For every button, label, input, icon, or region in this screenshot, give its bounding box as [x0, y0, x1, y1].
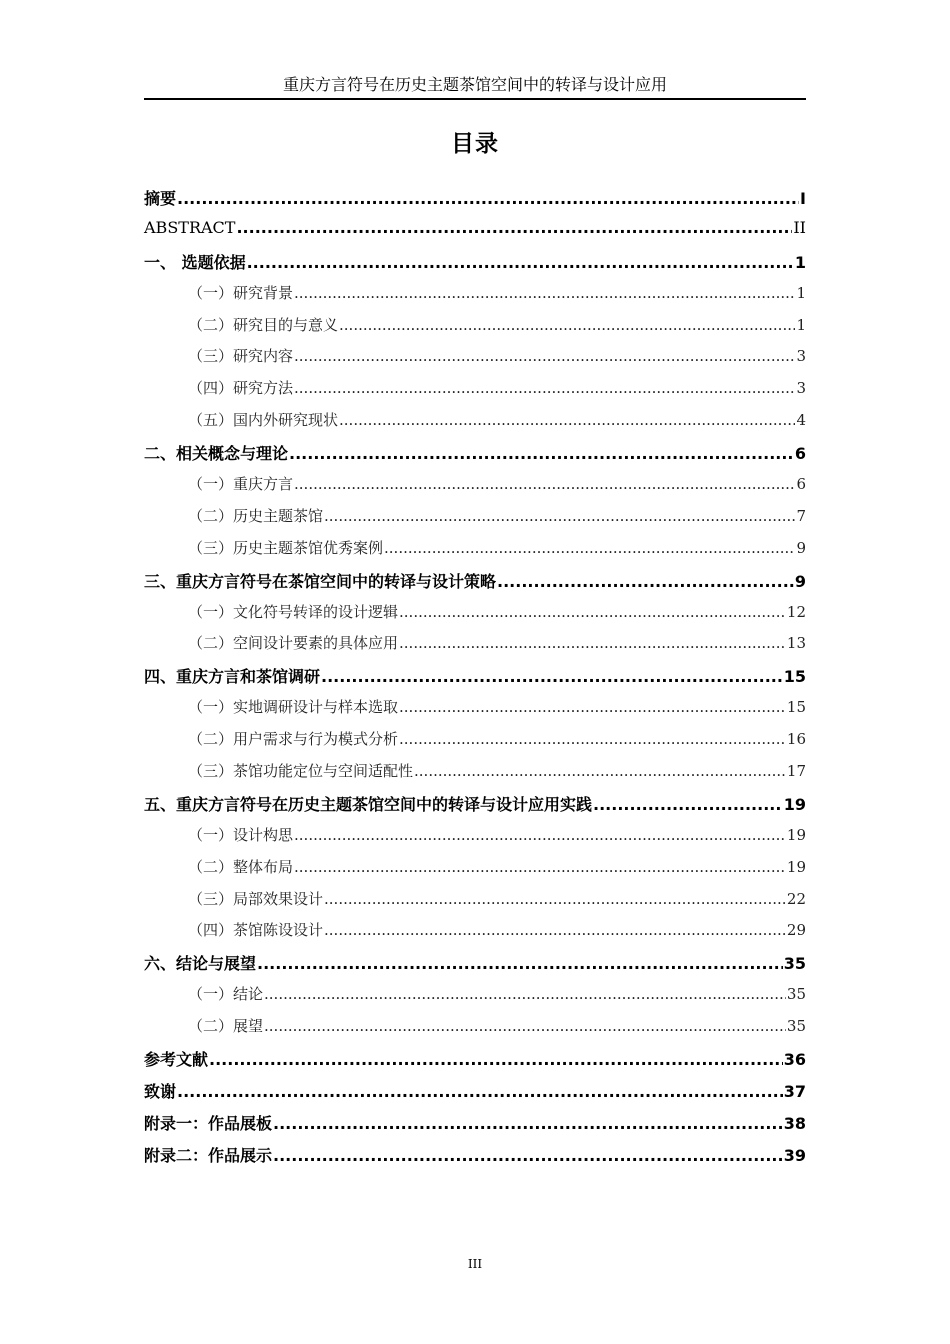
toc-dot-leader: [414, 762, 786, 780]
toc-dot-leader: [177, 189, 799, 208]
toc-entry-page: 29: [786, 921, 806, 940]
toc-entry-page: 9: [796, 538, 806, 557]
toc-entry-page: 19: [786, 825, 806, 844]
toc-entry[interactable]: [144, 951, 806, 983]
toc-dot-leader: [209, 1050, 783, 1069]
toc-dot-leader: [247, 253, 794, 272]
table-of-contents: [144, 186, 806, 1175]
toc-entry-page: 35: [786, 985, 806, 1004]
toc-entry[interactable]: [144, 1015, 806, 1047]
toc-entry-label: 二、相关概念与理论: [144, 444, 289, 464]
toc-entry-label: （二）历史主题茶馆: [188, 506, 324, 525]
toc-dot-leader: [273, 1114, 783, 1133]
toc-title: 目录: [451, 131, 499, 157]
toc-entry-label: 附录二：作品展示: [144, 1145, 273, 1165]
toc-entry-page: 17: [786, 762, 806, 781]
toc-entry[interactable]: [144, 919, 806, 951]
toc-entry[interactable]: [144, 664, 806, 696]
toc-dot-leader: [399, 698, 786, 716]
toc-entry-page: 7: [796, 506, 806, 525]
running-header: 重庆方言符号在历史主题茶馆空间中的转译与设计应用: [282, 75, 667, 94]
toc-dot-leader: [294, 475, 795, 493]
toc-entry-label: 六、结论与展望: [144, 954, 257, 974]
toc-entry-label: （三）研究内容: [188, 347, 294, 366]
page-number: III: [467, 1257, 483, 1271]
toc-entry[interactable]: [144, 282, 806, 314]
toc-entry-label: （一）设计构思: [188, 825, 294, 844]
toc-dot-leader: [339, 411, 795, 429]
toc-dot-leader: [289, 444, 794, 463]
toc-entry-label: （三）历史主题茶馆优秀案例: [188, 538, 384, 557]
toc-dot-leader: [294, 347, 795, 365]
toc-entry[interactable]: [144, 888, 806, 920]
toc-dot-leader: [321, 667, 783, 686]
toc-entry-page: 16: [786, 730, 806, 749]
toc-entry-label: 附录一：作品展板: [144, 1113, 273, 1133]
toc-entry-label: ABSTRACT: [144, 217, 236, 237]
toc-entry-page: 3: [796, 379, 806, 398]
toc-dot-leader: [339, 316, 795, 334]
toc-entry[interactable]: [144, 505, 806, 537]
toc-dot-leader: [236, 218, 792, 237]
toc-entry-page: 38: [783, 1113, 806, 1133]
toc-entry-page: 39: [783, 1145, 806, 1165]
toc-entry-label: （四）茶馆陈设设计: [188, 921, 324, 940]
toc-entry-label: （二）空间设计要素的具体应用: [188, 634, 399, 653]
toc-dot-leader: [399, 634, 786, 652]
toc-entry-page: 1: [794, 252, 806, 272]
toc-entry-page: 35: [783, 954, 806, 974]
toc-entry[interactable]: [144, 314, 806, 346]
toc-entry-page: 4: [796, 411, 806, 430]
toc-entry-label: （二）研究目的与意义: [188, 315, 339, 334]
toc-dot-leader: [384, 539, 795, 557]
toc-dot-leader: [294, 858, 786, 876]
toc-dot-leader: [273, 1146, 783, 1165]
toc-entry-label: （三）局部效果设计: [188, 889, 324, 908]
toc-entry-label: （二）用户需求与行为模式分析: [188, 730, 399, 749]
toc-entry[interactable]: [144, 345, 806, 377]
toc-entry[interactable]: [144, 1079, 806, 1111]
toc-entry[interactable]: [144, 441, 806, 473]
toc-entry[interactable]: [144, 760, 806, 792]
toc-entry-label: 四、重庆方言和茶馆调研: [144, 667, 321, 687]
toc-entry-page: 37: [783, 1081, 806, 1101]
toc-entry-label: （四）研究方法: [188, 379, 294, 398]
toc-dot-leader: [324, 921, 786, 939]
toc-entry-label: （二）展望: [188, 1017, 264, 1036]
toc-entry[interactable]: [144, 377, 806, 409]
toc-entry-label: （一）实地调研设计与样本选取: [188, 698, 399, 717]
toc-dot-leader: [593, 795, 783, 814]
toc-entry[interactable]: [144, 728, 806, 760]
toc-entry-label: （一）研究背景: [188, 283, 294, 302]
toc-entry-page: 19: [786, 857, 806, 876]
toc-entry-page: II: [793, 217, 806, 237]
toc-dot-leader: [177, 1082, 783, 1101]
toc-entry-page: 12: [786, 602, 806, 621]
toc-dot-leader: [324, 507, 795, 525]
toc-entry[interactable]: [144, 824, 806, 856]
toc-dot-leader: [399, 730, 786, 748]
toc-entry-page: 6: [794, 444, 806, 464]
toc-entry[interactable]: [144, 856, 806, 888]
toc-entry-page: 9: [794, 571, 806, 591]
toc-entry-label: 参考文献: [144, 1050, 209, 1070]
toc-entry-page: 15: [783, 667, 806, 687]
toc-entry[interactable]: [144, 601, 806, 633]
toc-entry-label: （二）整体布局: [188, 857, 294, 876]
toc-entry[interactable]: [144, 792, 806, 824]
toc-entry-label: （三）茶馆功能定位与空间适配性: [188, 762, 414, 781]
toc-entry-label: （五）国内外研究现状: [188, 411, 339, 430]
toc-dot-leader: [294, 284, 795, 302]
toc-entry[interactable]: [144, 473, 806, 505]
toc-entry[interactable]: [144, 569, 806, 601]
toc-entry[interactable]: [144, 1111, 806, 1143]
toc-entry-page: 3: [796, 347, 806, 366]
toc-entry-page: 13: [786, 634, 806, 653]
toc-dot-leader: [497, 572, 794, 591]
toc-entry-label: （一）重庆方言: [188, 475, 294, 494]
toc-entry-page: 1: [796, 315, 806, 334]
toc-entry[interactable]: [144, 537, 806, 569]
toc-dot-leader: [294, 379, 795, 397]
toc-entry[interactable]: [144, 632, 806, 664]
header-rule: [144, 98, 806, 100]
toc-entry-page: 1: [796, 283, 806, 302]
toc-entry-page: 22: [786, 889, 806, 908]
toc-entry-label: 摘要: [144, 189, 177, 208]
toc-dot-leader: [257, 954, 783, 973]
toc-dot-leader: [264, 1017, 786, 1035]
toc-entry[interactable]: [144, 983, 806, 1015]
toc-entry[interactable]: [144, 1143, 806, 1175]
toc-entry-page: 36: [783, 1050, 806, 1070]
toc-entry[interactable]: [144, 696, 806, 728]
toc-entry-page: I: [800, 189, 806, 208]
toc-entry-label: 五、重庆方言符号在历史主题茶馆空间中的转译与设计应用实践: [144, 794, 593, 814]
toc-entry-page: 15: [786, 698, 806, 717]
toc-dot-leader: [264, 985, 786, 1003]
toc-dot-leader: [324, 890, 786, 908]
toc-entry-page: 35: [786, 1017, 806, 1036]
toc-entry-page: 19: [783, 794, 806, 814]
toc-entry[interactable]: [144, 186, 806, 218]
toc-entry-page: 6: [796, 475, 806, 494]
toc-dot-leader: [294, 826, 786, 844]
toc-entry[interactable]: [144, 409, 806, 441]
toc-entry-label: （一）结论: [188, 985, 264, 1004]
toc-entry[interactable]: [144, 1047, 806, 1079]
toc-entry-label: 一、 选题依据: [144, 252, 246, 272]
toc-entry-label: 三、重庆方言符号在茶馆空间中的转译与设计策略: [144, 571, 497, 591]
toc-entry-label: （一）文化符号转译的设计逻辑: [188, 602, 399, 621]
toc-entry[interactable]: [144, 218, 806, 250]
toc-dot-leader: [399, 603, 786, 621]
toc-entry-label: 致谢: [144, 1081, 177, 1101]
toc-entry[interactable]: [144, 250, 806, 282]
